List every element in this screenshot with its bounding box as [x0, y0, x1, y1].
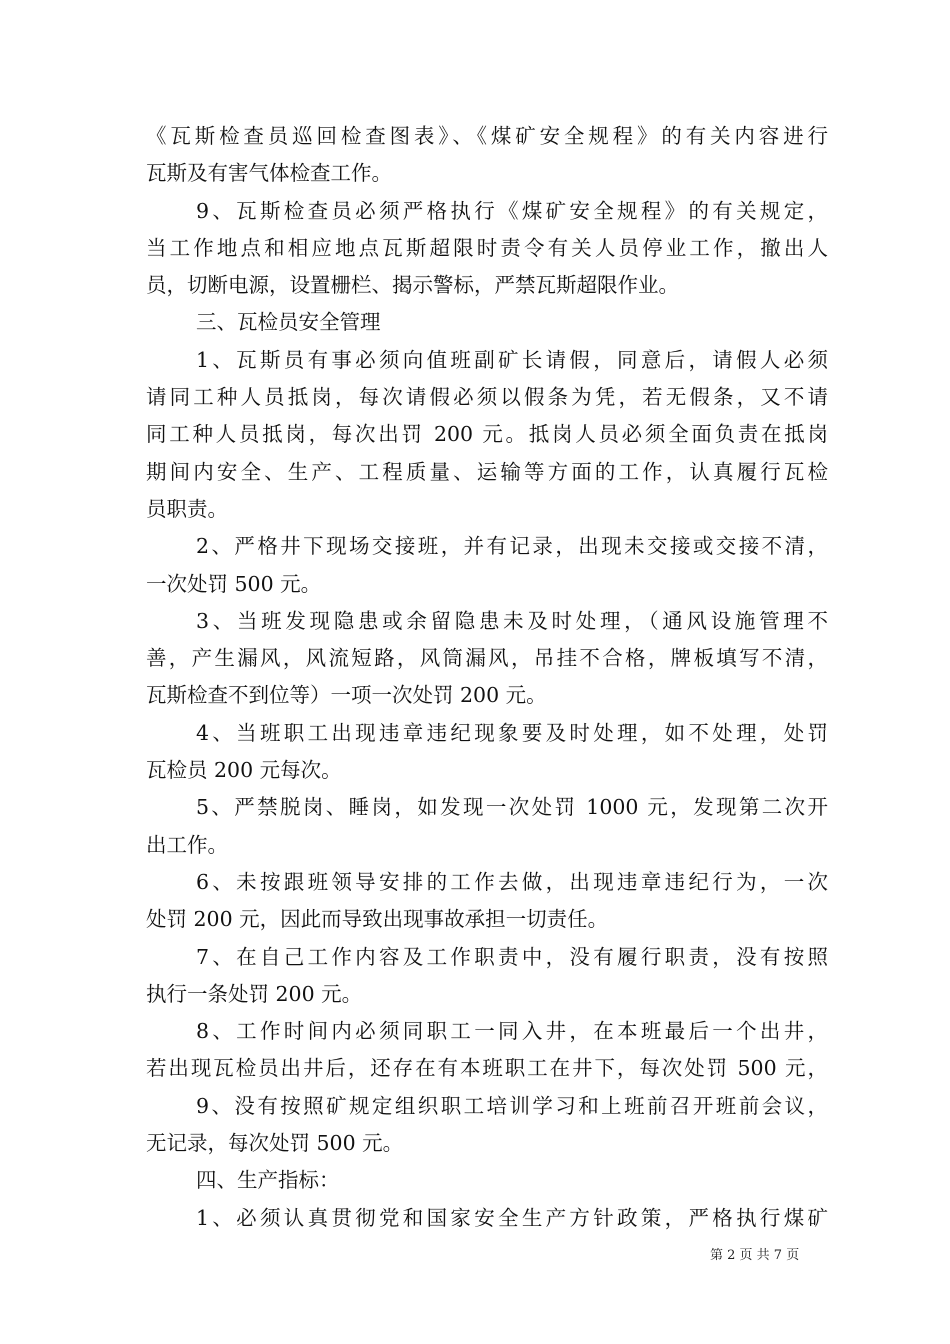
paragraph-line: 若出现瓦检员出井后，还存在有本班职工在井下，每次处罚 500 元， — [146, 1056, 828, 1081]
section-heading: 三、瓦检员安全管理 — [196, 310, 381, 335]
paragraph-line: 9、没有按照矿规定组织职工培训学习和上班前召开班前会议， — [196, 1093, 828, 1118]
paragraph-line: 出工作。 — [146, 832, 228, 857]
paragraph-line: 瓦检员 200 元每次。 — [146, 758, 342, 783]
paragraph-line: 7、在自己工作内容及工作职责中，没有履行职责，没有按照 — [196, 944, 828, 969]
paragraph-line: 3、当班发现隐患或余留隐患未及时处理，（通风设施管理不 — [196, 608, 828, 633]
paragraph-line: 8、工作时间内必须同职工一同入井，在本班最后一个出井， — [196, 1019, 828, 1044]
paragraph-line: 处罚 200 元，因此而导致出现事故承担一切责任。 — [146, 907, 609, 932]
paragraph-line: 2、严格井下现场交接班，并有记录，出现未交接或交接不清， — [196, 534, 828, 559]
paragraph-line: 1、必须认真贯彻党和国家安全生产方针政策，严格执行煤矿 — [196, 1205, 828, 1230]
paragraph-line: 当工作地点和相应地点瓦斯超限时责令有关人员停业工作，撤出人 — [146, 235, 828, 260]
paragraph-line: 执行一条处罚 200 元。 — [146, 981, 363, 1006]
section-heading: 四、生产指标： — [196, 1168, 340, 1193]
paragraph-line: 9、瓦斯检查员必须严格执行《煤矿安全规程》的有关规定， — [196, 198, 828, 223]
paragraph-line: 请同工种人员抵岗，每次请假必须以假条为凭，若无假条，又不请 — [146, 385, 828, 410]
document-body — [146, 118, 828, 1237]
paragraph-line: 瓦斯检查不到位等）一项一次处罚 200 元。 — [146, 683, 547, 708]
paragraph-line: 5、严禁脱岗、睡岗，如发现一次处罚 1000 元，发现第二次开 — [196, 795, 828, 820]
paragraph-line: 6、未按跟班领导安排的工作去做，出现违章违纪行为，一次 — [196, 869, 828, 894]
paragraph-line: 瓦斯及有害气体检查工作。 — [146, 161, 392, 186]
paragraph-line: 一次处罚 500 元。 — [146, 571, 322, 596]
paragraph-line: 善，产生漏风，风流短路，风筒漏风，吊挂不合格，牌板填写不清， — [146, 646, 828, 671]
paragraph-line: 无记录，每次处罚 500 元。 — [146, 1131, 404, 1156]
paragraph-line: 同工种人员抵岗，每次出罚 200 元。抵岗人员必须全面负责在抵岗 — [146, 422, 828, 447]
paragraph-line: 员，切断电源，设置栅栏、揭示警标，严禁瓦斯超限作业。 — [146, 273, 679, 298]
page-number-footer: 第 2 页 共 7 页 — [710, 1248, 800, 1263]
paragraph-line: 期间内安全、生产、工程质量、运输等方面的工作，认真履行瓦检 — [146, 459, 828, 484]
paragraph-line: 1、瓦斯员有事必须向值班副矿长请假，同意后，请假人必须 — [196, 347, 828, 372]
paragraph-line: 员职责。 — [146, 496, 228, 521]
paragraph-line: 4、当班职工出现违章违纪现象要及时处理，如不处理，处罚 — [196, 720, 828, 745]
paragraph-line: 《瓦斯检查员巡回检查图表》、《煤矿安全规程》的有关内容进行 — [146, 124, 828, 148]
